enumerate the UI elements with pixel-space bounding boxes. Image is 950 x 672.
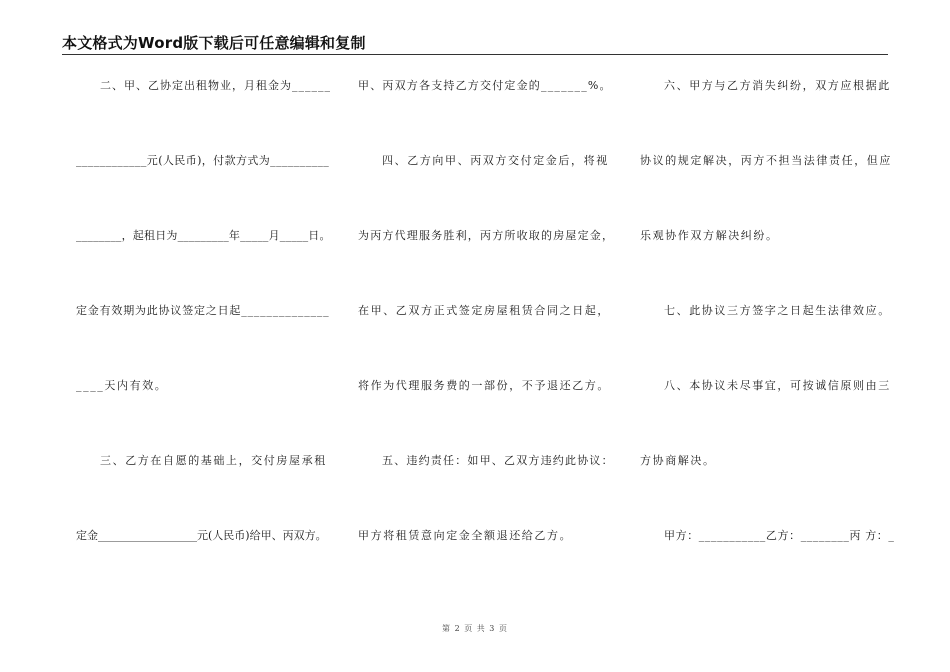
text-line: ____________元(人民币)，付款方式为__________ [76,154,330,167]
text-line: 将作为代理服务费的一部份，不予退还乙方。 [358,379,610,392]
text-line: 乐观协作双方解决纠纷。 [640,229,779,242]
document-header [62,32,888,55]
signature-line: 甲方：___________乙方：________丙 方：_ [664,529,895,542]
text-line: 在甲、乙双方正式签定房屋租赁合同之日起， [358,304,610,317]
text-line: 三、乙方在自愿的基础上，交付房屋承租 [100,454,327,467]
text-line: 八、本协议未尽事宜，可按诚信原则由三 [664,379,891,392]
text-line: 方协商解决。 [640,454,716,467]
text-line: 五、违约责任：如甲、乙双方违约此协议： [382,454,614,467]
text-line: 甲方将租赁意向定金全额退还给乙方。 [358,529,573,542]
header-title: 本文格式为Word版下载后可任意编辑和复制 [62,34,366,52]
text-line: 定金有效期为此协议签定之日起______________ [76,304,330,317]
text-line: 协议的规定解决，丙方不担当法律责任，但应 [640,154,892,167]
text-line: 六、甲方与乙方消失纠纷，双方应根据此 [664,79,891,92]
text-line: 二、甲、乙协定出租物业，月租金为______ [100,79,331,92]
text-line: ____天内有效。 [76,379,168,392]
text-line: ________，起租日为_________年_____月_____日。 [76,229,331,242]
text-line: 四、乙方向甲、丙双方交付定金后，将视 [382,154,609,167]
page-number: 第 2 页 共 3 页 [442,624,508,633]
text-line: 为丙方代理服务胜利，丙方所收取的房屋定金， [358,229,615,242]
text-line: 七、此协议三方签字之日起生法律效应。 [664,304,891,317]
text-line: 甲、丙双方各支持乙方交付定金的_______%。 [358,79,612,92]
text-line: 定金__________________元(人民币)给甲、丙双方。 [76,529,327,542]
